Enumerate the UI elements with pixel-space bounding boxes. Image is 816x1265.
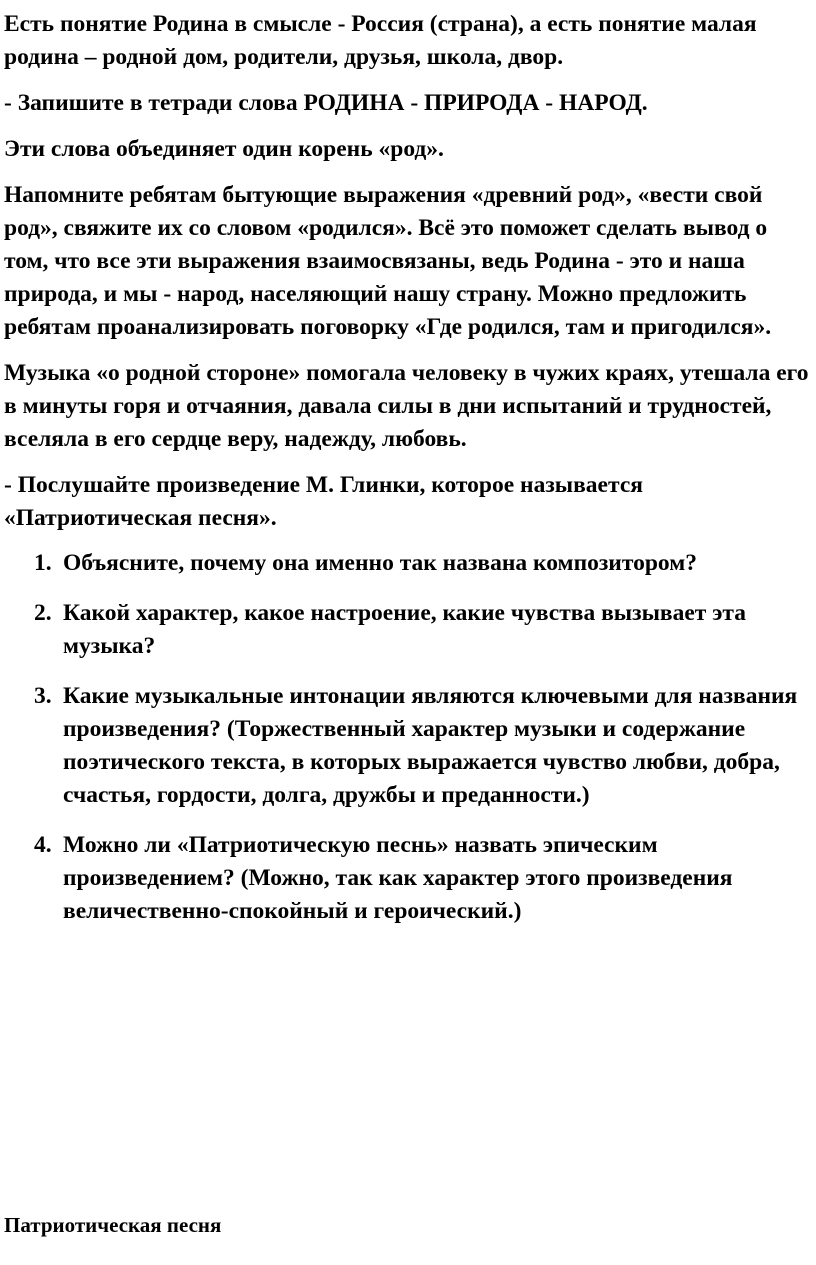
questions-list [4, 547, 816, 928]
question-number: 2. [34, 600, 52, 626]
question-text: Объясните, почему она именно так названа композитором? [63, 550, 697, 576]
paragraph-motherland-concept: Есть понятие Родина в смысле - Россия (страна), а есть понятие малая родина – родной дом, родители, друзья, школа, двор. [4, 11, 757, 70]
question-text: Какой характер, какое настроение, какие чувства вызывает эта музыка? [63, 600, 746, 659]
question-item [4, 597, 816, 663]
question-number: 1. [34, 550, 52, 576]
paragraph-common-root: Эти слова объединяет один корень «род». [4, 136, 444, 162]
question-number: 3. [34, 683, 52, 709]
paragraph-expressions: Напомните ребятам бытующие выражения «древний род», «вести свой род», свяжите их со словом «родился». Всё это поможет сделать вывод о том, что все эти выражения взаимосвязаны, ведь Родина - это и наша природа, и мы - народ, населяющий нашу страну. Можно предложить ребятам проанализировать поговорку «Где родился, там и пригодился». [4, 182, 772, 340]
question-number: 4. [34, 832, 52, 858]
paragraph-music-homeland: Музыка «о родной стороне» помогала человеку в чужих краях, утешала его в минуты горя и отчаяния, давала силы в дни испытаний и трудностей, вселяла в его сердце веру, надежду, любовь. [4, 360, 809, 452]
song-title: Патриотическая песня [4, 1213, 222, 1237]
paragraph-listen-glinka: - Послушайте произведение М. Глинки, которое называется «Патриотическая песня». [4, 472, 643, 531]
paragraph-write-words: - Запишите в тетради слова РОДИНА - ПРИРОДА - НАРОД. [4, 90, 648, 116]
question-text: Можно ли «Патриотическую песнь» назвать эпическим произведением? (Можно, так как характер этого произведения величественно-спокойный и героический.) [63, 832, 733, 924]
question-item [4, 829, 816, 928]
question-item [4, 547, 816, 580]
question-item [4, 680, 816, 812]
question-text: Какие музыкальные интонации являются ключевыми для названия произведения? (Торжественный характер музыки и содержание поэтического текста, в которых выражается чувство любви, добра, счастья, гордости, долга, дружбы и преданности.) [63, 683, 798, 808]
